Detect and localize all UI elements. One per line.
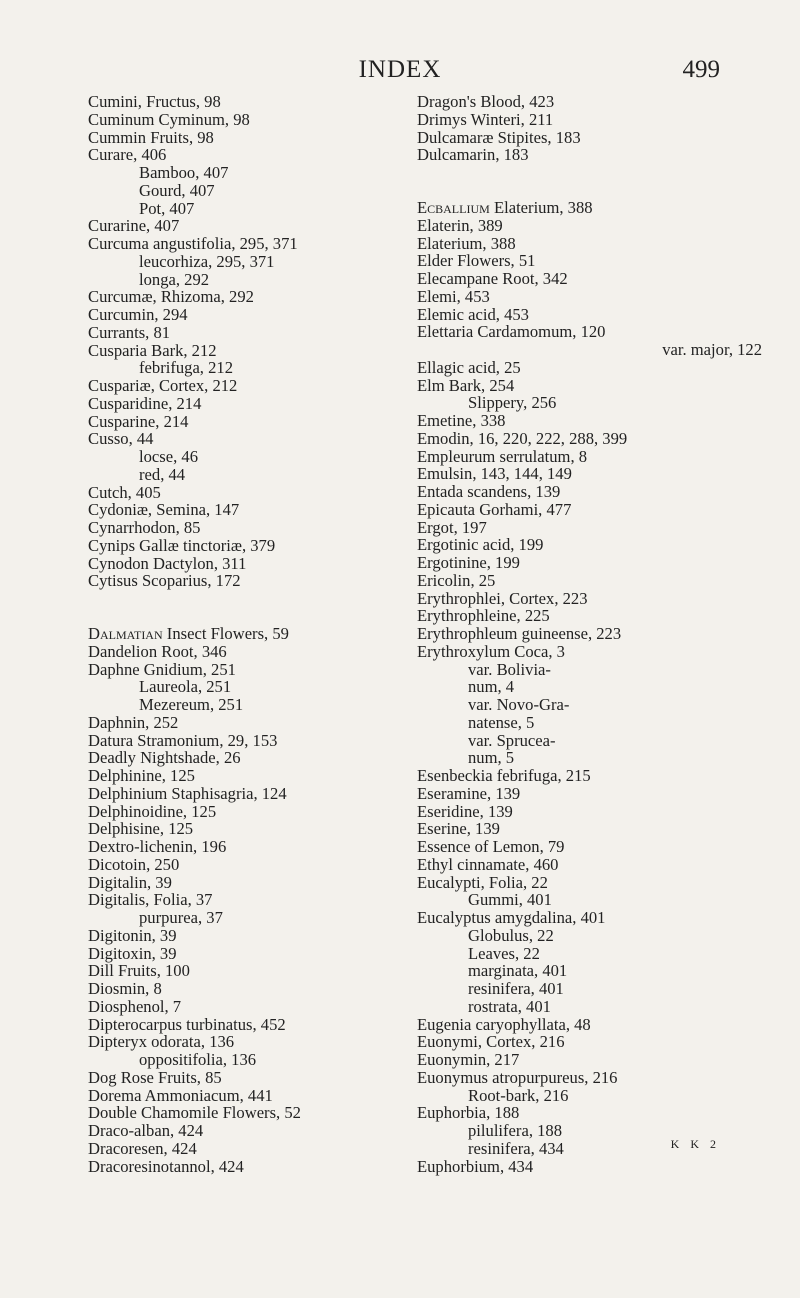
index-entry: Deadly Nightshade, 26: [88, 748, 241, 768]
index-entry: Bamboo, 407: [139, 163, 229, 182]
index-entry: Dipterocarpus turbinatus, 452: [88, 1014, 286, 1034]
index-entry: Double Chamomile Flowers, 52: [88, 1103, 301, 1123]
section-gap: [417, 164, 762, 199]
index-entry: Euonymi, Cortex, 216: [417, 1032, 565, 1052]
index-entry: num, 4: [468, 677, 515, 697]
index-entry: febrifuga, 212: [139, 358, 233, 378]
index-entry: Curcumin, 294: [88, 305, 188, 324]
index-entry: Diosphenol, 7: [88, 996, 182, 1016]
index-entry: Elder Flowers, 51: [417, 251, 536, 271]
index-entry: Cusparine, 214: [88, 411, 189, 431]
index-entry: Datura Stramonium, 29, 153: [88, 730, 278, 750]
index-entry: Cummin Fruits, 98: [88, 127, 214, 147]
index-entry: Cumini, Fructus, 98: [88, 92, 221, 111]
index-entry: Eucalyptus amygdalina, 401: [417, 908, 606, 927]
index-entry: Eucalypti, Folia, 22: [417, 872, 548, 892]
index-entry: Ergot, 197: [417, 517, 487, 537]
index-entry: Cydoniæ, Semina, 147: [88, 500, 240, 520]
index-entry: pilulifera, 188: [468, 1121, 563, 1140]
index-entry: Dextro-lichenin, 196: [88, 837, 227, 856]
section-gap: [88, 590, 388, 625]
index-entry: Cytisus Scoparius, 172: [88, 571, 241, 591]
index-entry: Delphisine, 125: [88, 819, 194, 839]
index-entry: oppositifolia, 136: [139, 1050, 257, 1069]
index-entry: Elemic acid, 453: [417, 304, 529, 324]
index-entry: var. major, 122: [662, 340, 762, 359]
index-entry: Essence of Lemon, 79: [417, 837, 565, 856]
index-entry: natense, 5: [468, 712, 535, 732]
index-entry: Gourd, 407: [139, 180, 215, 200]
index-entry: Elettaria Cardamomum, 120: [417, 322, 606, 342]
index-column-left: [88, 93, 388, 1175]
index-entry: [88, 625, 388, 643]
index-entry: Cynarrhodon, 85: [88, 518, 201, 537]
index-entry: Root-bark, 216: [468, 1085, 569, 1105]
index-entry: Ellagic acid, 25: [417, 357, 521, 377]
index-entry: Entada scandens, 139: [417, 482, 561, 501]
index-entry: Diosmin, 8: [88, 979, 162, 998]
index-entry: var. Novo-Gra-: [468, 695, 570, 714]
index-entry: Esenbeckia febrifuga, 215: [417, 766, 591, 785]
index-entry: Dog Rose Fruits, 85: [88, 1067, 222, 1087]
index-entry: Euonymus atropurpureus, 216: [417, 1067, 618, 1087]
index-entry: Digitalin, 39: [88, 872, 172, 892]
index-entry: Dragon's Blood, 423: [417, 92, 555, 111]
index-entry: Dulcamaræ Stipites, 183: [417, 127, 581, 147]
index-entry: Euphorbium, 434: [417, 1156, 534, 1176]
index-entry: Cuminum Cyminum, 98: [88, 109, 250, 129]
index-entry: longa, 292: [139, 269, 210, 289]
index-entry: Cynips Gallæ tinctoriæ, 379: [88, 535, 276, 555]
page-title: INDEX: [358, 56, 442, 83]
index-entry: Dandelion Root, 346: [88, 641, 227, 661]
index-entry: Digitalis, Folia, 37: [88, 890, 213, 910]
index-entry: Eserine, 139: [417, 819, 500, 839]
index-entry: Eugenia caryophyllata, 48: [417, 1014, 591, 1034]
index-entry: Dipteryx odorata, 136: [88, 1032, 235, 1052]
index-entry: Pot, 407: [139, 198, 195, 218]
index-entry: Cuspariæ, Cortex, 212: [88, 376, 238, 395]
index-entry: Drimys Winteri, 211: [417, 109, 554, 129]
index-entry: red, 44: [139, 464, 186, 484]
index-entry: leucorhiza, 295, 371: [139, 251, 275, 271]
index-entry: Eseridine, 139: [417, 801, 513, 821]
index-entry: Curcuma angustifolia, 295, 371: [88, 234, 298, 253]
index-entry: Curare, 406: [88, 145, 167, 165]
index-entry: Elaterium, 388: [417, 233, 516, 253]
index-entry: Ergotinic acid, 199: [417, 535, 544, 555]
index-entry: Dracoresen, 424: [88, 1138, 197, 1158]
index-entry: Digitoxin, 39: [88, 943, 177, 963]
index-entry: Erythrophlei, Cortex, 223: [417, 588, 588, 608]
index-entry: Ergotinine, 199: [417, 553, 520, 572]
index-entry: Cusso, 44: [88, 429, 154, 449]
index-entry: Daphne Gnidium, 251: [88, 659, 236, 679]
index-entry: Cusparia Bark, 212: [88, 340, 217, 360]
index-entry: Delphinine, 125: [88, 766, 195, 785]
index-column-right: [417, 93, 762, 1175]
index-entry-text: Elaterium, 388: [489, 198, 593, 217]
index-entry: var. Sprucea-: [468, 730, 556, 750]
index-entry: Curarine, 407: [88, 216, 180, 236]
index-entry: Curcumæ, Rhizoma, 292: [88, 287, 254, 307]
index-entry: locse, 46: [139, 447, 198, 466]
index-entry: Emulsin, 143, 144, 149: [417, 464, 572, 484]
index-entry: Elaterin, 389: [417, 215, 503, 235]
index-entry: Laureola, 251: [139, 677, 232, 697]
section-lead-word: Ecballium: [417, 198, 490, 217]
index-entry: purpurea, 37: [139, 908, 223, 927]
index-entry: Erythrophleine, 225: [417, 606, 550, 626]
index-entry: Erythrophleum guineense, 223: [417, 624, 622, 643]
index-entry: Emetine, 338: [417, 411, 506, 430]
index-entry-text: Insect Flowers, 59: [162, 624, 289, 643]
index-entry: rostrata, 401: [468, 996, 551, 1016]
index-entry: var. Bolivia-: [468, 659, 551, 679]
index-entry: Daphnin, 252: [88, 712, 179, 732]
page-number: 499: [682, 56, 720, 83]
index-entry: Dill Fruits, 100: [88, 961, 190, 981]
index-entry: resinifera, 401: [468, 979, 564, 998]
index-entry: Ethyl cinnamate, 460: [417, 854, 559, 874]
index-entry: [417, 199, 762, 217]
index-entry: Euphorbia, 188: [417, 1103, 520, 1123]
index-entry: Currants, 81: [88, 322, 171, 342]
index-entry: Dulcamarin, 183: [417, 145, 529, 165]
index-entry: Erythroxylum Coca, 3: [417, 641, 565, 661]
index-entry: Ericolin, 25: [417, 570, 496, 590]
index-entry: Euonymin, 217: [417, 1050, 520, 1069]
index-entry: Dorema Ammoniacum, 441: [88, 1085, 273, 1105]
index-entry: Eseramine, 139: [417, 783, 521, 803]
index-entry: Elm Bark, 254: [417, 375, 515, 395]
running-head: [0, 56, 800, 86]
index-entry: resinifera, 434: [468, 1138, 564, 1158]
index-entry: Dracoresinotannol, 424: [88, 1156, 244, 1176]
index-entry: Emodin, 16, 220, 222, 288, 399: [417, 428, 628, 448]
index-entry: Cutch, 405: [88, 482, 161, 502]
index-entry: Leaves, 22: [468, 943, 540, 963]
index-entry: Draco-alban, 424: [88, 1121, 204, 1140]
index-entry: Mezereum, 251: [139, 695, 244, 714]
index-entry: Cynodon Dactylon, 311: [88, 553, 247, 573]
index-entry: Globulus, 22: [468, 925, 554, 945]
index-entry: Delphinoidine, 125: [88, 801, 217, 821]
index-entry: Gummi, 401: [468, 890, 552, 910]
index-entry: Elemi, 453: [417, 286, 490, 306]
index-entry: Dicotoin, 250: [88, 854, 180, 874]
index-entry: Epicauta Gorhami, 477: [417, 499, 572, 519]
index-entry: Digitonin, 39: [88, 925, 177, 945]
section-lead-word: Dalmatian: [88, 624, 163, 643]
index-entry: marginata, 401: [468, 961, 568, 981]
index-entry: Slippery, 256: [468, 393, 557, 413]
index-entry: Empleurum serrulatum, 8: [417, 446, 588, 466]
index-entry: Delphinium Staphisagria, 124: [88, 783, 287, 803]
index-entry: Cusparidine, 214: [88, 393, 202, 413]
index-entry: Elecampane Root, 342: [417, 269, 568, 288]
index-entry: num, 5: [468, 748, 515, 768]
signature-mark: K K 2: [670, 1137, 720, 1151]
